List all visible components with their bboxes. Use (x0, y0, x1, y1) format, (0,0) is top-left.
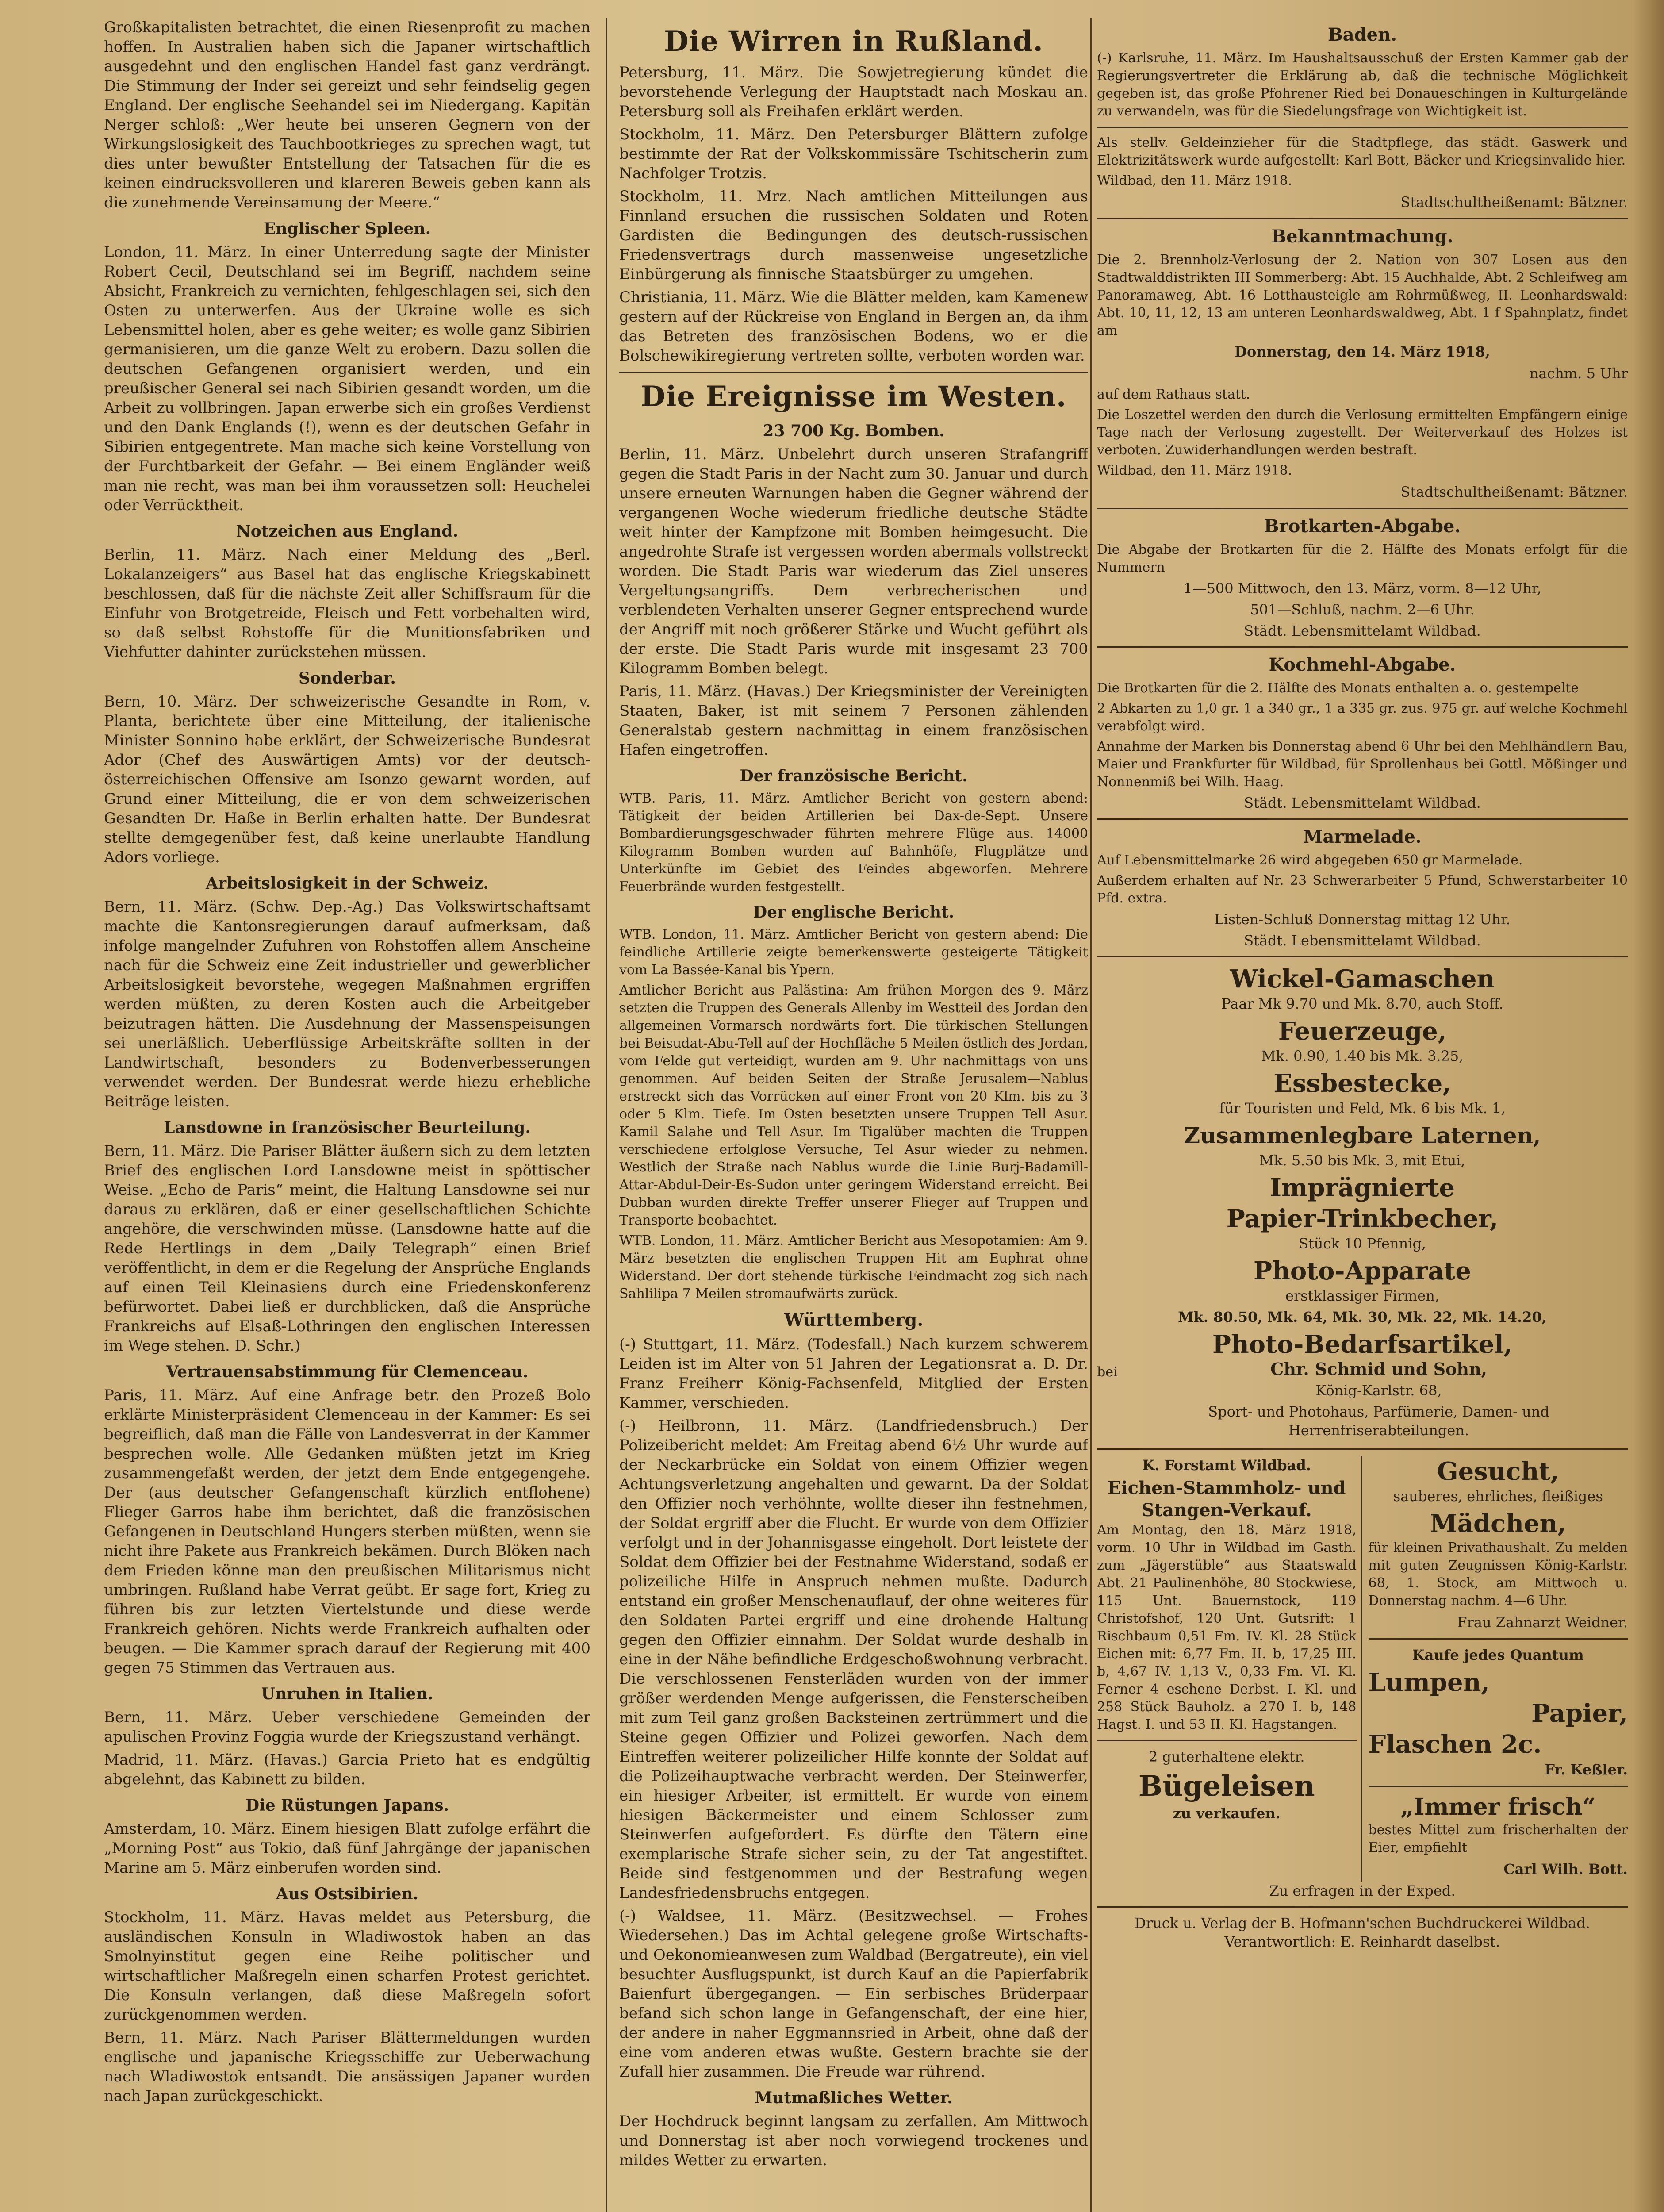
ad-photo-firms: erstklassiger Firmen, (1285, 1287, 1439, 1304)
ad-wickel: Wickel-Gamaschen (1230, 964, 1495, 994)
article-ruestungen: Amsterdam, 10. März. Einem hiesigen Blatt zufolge erfährt die „Morning Post“ aus Tokio, daß fünf Jahrgänge der japanischen Marine am 5. März einberufen worden sind. (104, 1820, 590, 1877)
ad-laternen: Zusammenlegbare Laternen, (1184, 1122, 1541, 1148)
notice-brennholz-signature: Stadtschultheißenamt: Bätzner. (1400, 484, 1628, 500)
notice-brotkarten-2: 1—500 Mittwoch, den 13. März, vorm. 8—12 Uhr, (1183, 580, 1541, 597)
article-franz-bericht: WTB. Paris, 11. März. Amtlicher Bericht von gestern abend: Tätigkeit der beiden Artillerien bei Dax-de-Sept. Unsere Bombardierungsgeschwader führten mehrere Flüge aus. 14000 Kilogramm Bomben wurden auf Bahnhöfe, Flugplätze und Unterkünfte im Gebiet des Feindes abgeworfen. Mehrere Feuerbrände wurden festgestellt. (619, 791, 1088, 895)
divider (1097, 818, 1628, 820)
divider (1097, 1906, 1628, 1908)
heading-baden: Baden. (1327, 24, 1397, 45)
article-ereignisse-2: Paris, 11. März. (Havas.) Der Kriegsminister der Vereinigten Staaten, Baker, ist mit seinem 7 Personen zählenden Generalstab gestern nachmittag in einem französischen Hafen eingetroffen. (619, 683, 1088, 759)
article-wuerttemberg-2: (-) Heilbronn, 11. März. (Landfriedensbruch.) Der Polizeibericht meldet: Am Freitag abend 6½ Uhr wurde auf der Neckarbrücke ein Soldat von einem Offizier wegen Achtungsverletzung angehalten und gewarnt. Da der Soldat den Offizier noch verhöhnte, wollte dieser ihn festnehmen, der Soldat ergriff aber die Flucht. Er wurde von dem Offizier verfolgt und in der Johannisgasse eingeholt. Dort leistete der Soldat dem Offizier bei der Festnahme Widerstand, sodaß er polizeiliche Hilfe in Anspruch nehmen mußte. Dadurch entstand ein großer Menschenauflauf, der ohne weiteres für den Soldaten Partei ergriff und eine drohende Haltung gegen den Offizier einnahm. Der Soldat wurde deshalb in eine in der Nähe befindliche Erdgeschoßwohnung verbracht. Die verschlossenen Fensterläden wurden von der immer größer werdenden Menge aufgerissen, die Fensterscheiben mit zum Teil ganz großen Backsteinen zertrümmert und die Steine gegen Offizier und Polizei geworfen. Nach dem Eintreffen weiterer polizeilicher Hilfe konnte der Soldat auf die Polizeihauptwache verbracht werden. Der Steinwerfer, ein hiesiger Arbeiter, ist ermittelt. Er wurde von einem hiesigen Bäckermeister und einem Schlosser zum Steinwerfen aufgefordert. Es dürfte den Tätern eine exemplarische Strafe sicher sein, zu der Tat angestiftet. Beide sind festgenommen und der Bestrafung wegen Landesfriedensbruchs entgegen. (619, 1417, 1088, 1902)
article-wirren-1: Petersburg, 11. März. Die Sowjetregierung kündet die bevorstehende Verlegung der Hauptstadt nach Moskau an. Petersburg soll als Freihafen erklärt werden. (619, 64, 1088, 120)
divider (1097, 1740, 1357, 1741)
ad-schmid (1097, 964, 1628, 1442)
ad-essbestecke: Essbestecke, (1273, 1069, 1451, 1098)
ad-feuerzeuge: Feuerzeuge, (1278, 1017, 1447, 1046)
article-unruhen-1: Bern, 11. März. Ueber verschiedene Gemeinden der apulischen Provinz Foggia wurde der Kriegszustand verhängt. (104, 1709, 590, 1746)
ad-essbestecke-price: für Touristen und Feld, Mk. 6 bis Mk. 1, (1219, 1100, 1506, 1117)
column-right (1097, 18, 1628, 2212)
heading-bekanntmachung: Bekanntmachung. (1271, 226, 1453, 247)
notice-kochmehl-2: 2 Abkarten zu 1,0 gr. 1 a 340 gr., 1 a 335 gr. zus. 975 gr. auf welche Kochmehl verabfolgt wird. (1097, 701, 1628, 734)
notice-brennholz-place: auf dem Rathaus statt. (1097, 387, 1250, 402)
ads-bottom (1097, 1456, 1628, 1882)
article-ostsibirien-2: Bern, 11. März. Nach Pariser Blättermeldungen wurden englische und japanische Kriegsschiffe zur Ueberwachung nach Wladiwostok entsandt. Die ansässigen Japaner wurden nach Japan zurückgeschickt. (104, 2029, 590, 2105)
ad-wickel-price: Paar Mk 9.70 und Mk. 8.70, auch Stoff. (1221, 995, 1503, 1012)
ad-firm-address: König-Karlstr. 68, (1315, 1382, 1442, 1399)
article-wirren-3: Stockholm, 11. Mrz. Nach amtlichen Mitteilungen aus Finnland ersuchen die russischen Soldaten und Roten Gardisten die Bedingungen des deutsch-russischen Friedensvertrags durch massenweise ungesetzliche Einbürgerung als finnische Staatsbürger zu umgehen. (619, 188, 1088, 283)
heading-brotkarten: Brotkarten-Abgabe. (1264, 516, 1461, 537)
ad-buegel-sale: zu verkaufen. (1173, 1805, 1281, 1822)
ad-immer-frisch-text: bestes Mittel zum frischerhalten der Eier, empfiehlt (1368, 1822, 1628, 1855)
article-wetter: Der Hochdruck beginnt langsam zu zerfallen. Am Mittwoch und Donnerstag ist aber noch vorwiegend trockenes und mildes Wetter zu erwarten. (619, 2112, 1088, 2169)
notice-brennholz-rules: Die Loszettel werden den durch die Verlosung ermittelten Empfängern einige Tage nach der Verlosung zugestellt. Der Weiterverkauf des Holzes ist verboten. Zuwiderhandlungen werden bestraft. (1097, 407, 1628, 458)
ad-trinkbecher: Papier-Trinkbecher, (1226, 1204, 1499, 1233)
divider (1097, 956, 1628, 957)
article-sonderbar: Bern, 10. März. Der schweizerische Gesandte in Rom, v. Planta, berichtete über eine Mitteilung, der italienische Minister Sonnino habe erklärt, der Schweizerische Bundesrat Ador (Chef des Auswärtigen Amts) vor der deutsch-österreichischen Offensive am Isonzo gewarnt worden, auf Grund einer Mitteilung, die er von dem schweizerischen Gesandten Dr. Haße in Berlin erhalten hatte. Der Bundesrat stellte demgegenüber fest, daß keine unerlaubte Handlung Adors vorliege. (104, 693, 590, 866)
heading-marmelade: Marmelade. (1303, 826, 1422, 847)
article-lansdowne: Bern, 11. März. Die Pariser Blätter äußern sich zu dem letzten Brief des englischen Lord Lansdowne meist in spöttischer Weise. „Echo de Paris“ meint, die Haltung Lansdowne sei nur daraus zu erklären, daß er einer gesellschaftlichen Schichte angehöre, die verschwinden müsse. (Lansdowne hatte auf die Rede Hertlings in dem „Daily Telegraph“ einen Brief veröffentlicht, in dem er die Regelung der Ansprüche Englands auf einen Teil Kleinasiens durch eine Friedenskonferenz befürwortet. Dabei ließ er durchblicken, daß die Ansprüche Frankreichs auf Elsaß-Lothringen den englischen Interessen im Wege stehen. D. Schr.) (104, 1142, 590, 1355)
column-rule-2 (1090, 18, 1092, 2212)
notice-brennholz: Die 2. Brennholz-Verlosung der 2. Nation von 307 Losen aus den Stadtwalddistrikten III Sommerberg: Abt. 15 Auchhalde, Abt. 2 Schleifweg am Panoramaweg, Abt. 16 Lotthausteigle am Rohrmüßweg, II. Leonhardswald: Abt. 10, 11, 12, 13 am unteren Leonhardswaldweg, Abt. 1 f Spahnplatz, findet am (1097, 252, 1628, 338)
ad-trinkbecher-price: Stück 10 Pfennig, (1298, 1235, 1426, 1252)
heading-spleen: Englischer Spleen. (263, 219, 431, 238)
ad-buegel-ask: Zu erfragen in der Exped. (1269, 1882, 1456, 1899)
notice-marmelade-1: Auf Lebensmittelmarke 26 wird abgegeben 650 gr Marmelade. (1097, 853, 1523, 868)
ad-immer-frisch-signature: Carl Wilh. Bott. (1503, 1861, 1628, 1878)
heading-wuerttemberg: Württemberg. (784, 1310, 924, 1330)
ad-impraegnierte: Imprägnierte (1269, 1173, 1455, 1202)
ad-flaschen: Flaschen 2c. (1368, 1730, 1542, 1759)
divider (1369, 1638, 1628, 1640)
column-left (104, 18, 590, 2212)
ad-forstamt (1097, 1456, 1362, 1882)
divider (1097, 218, 1628, 219)
notice-date: Wildbad, den 11. März 1918. (1097, 173, 1292, 188)
notice-brotkarten-1: Die Abgabe der Brotkarten für die 2. Hälfte des Monats erfolgt für die Nummern (1097, 542, 1628, 575)
heading-kochmehl: Kochmehl-Abgabe. (1269, 654, 1456, 675)
ad-firm-departments: Sport- und Photohaus, Parfümerie, Damen- und Herrenfriserabteilungen. (1208, 1403, 1549, 1439)
divider (1097, 508, 1628, 509)
article-notzeichen: Berlin, 11. März. Nach einer Meldung des „Berl. Lokalanzeigers“ aus Basel hat das englische Kriegskabinett beschlossen, daß für die nächste Zeit aller Schiffsraum für die Einfuhr von Brotgetreide, Fleisch und Fett vorbehalten wird, so daß selbst Rohstoffe für die Munitionsfabriken und Viehfutter dahinter zurückstehen müssen. (104, 546, 590, 661)
heading-unruhen: Unruhen in Italien. (261, 1685, 433, 1703)
notice-kochmehl-1: Die Brotkarten für die 2. Hälfte des Monats enthalten a. o. gestempelte (1097, 680, 1579, 696)
divider (1097, 1448, 1628, 1450)
divider (1097, 646, 1628, 648)
heading-franz-bericht: Der französische Bericht. (740, 767, 968, 785)
imprint-footer: Druck u. Verlag der B. Hofmann'schen Buchdruckerei Wildbad. Verantwortlich: E. Reinhardt daselbst. (1135, 1915, 1590, 1950)
article-wirren-4: Christiania, 11. März. Wie die Blätter melden, kam Kamenew gestern auf der Rückreise von England in Bergen an, da ihm das Betreten des französischen Bodens, wo er die Bolschewikiregierung vertreten sollte, verboten worden war. (619, 288, 1088, 365)
heading-wetter: Mutmaßliches Wetter. (755, 2089, 953, 2107)
ad-gesucht-text: für kleinen Privathaushalt. Zu melden mit guten Zeugnissen König-Karlstr. 68, 1. Stock, am Mittwoch u. Donnerstag nachm. 4—6 Uhr. (1368, 1540, 1628, 1609)
ad-gesucht-signature: Frau Zahnarzt Weidner. (1457, 1614, 1628, 1631)
ad-photo-prices: Mk. 80.50, Mk. 64, Mk. 30, Mk. 22, Mk. 14.20, (1178, 1309, 1547, 1325)
ad-photo-apparate: Photo-Apparate (1254, 1256, 1471, 1286)
heading-sonderbar: Sonderbar. (299, 669, 396, 687)
heading-ostsibirien: Aus Ostsibirien. (276, 1885, 419, 1903)
article-ereignisse-1: Berlin, 11. März. Unbelehrt durch unseren Strafangriff gegen die Stadt Paris in der Nacht zum 30. Januar und durch unsere erneuten Warnungen haben die Gegner während der vergangenen Woche wiederum friedliche deutsche Städte weit hinter der Kampfzone mit Bomben heimgesucht. Die angedrohte Strafe ist vergessen worden abermals vollstreckt worden. Die Stadt Paris war wiederum das Ziel unseres Vergeltungsangriffs. Dem verbrecherischen und verblendeten Verhalten unserer Gegner entsprechend wurde der Angriff mit noch größerer Stärke und Wucht geführt als der erste. Die Stadt Paris wurde mit insgesamt 23 700 Kilogramm Bomben belegt. (619, 445, 1088, 677)
notice-brennholz-date: Donnerstag, den 14. März 1918, (1235, 343, 1490, 360)
article-engl-bericht-2: Amtlicher Bericht aus Palästina: Am frühen Morgen des 9. März setzten die Truppen des Generals Allenby im Westteil des Jordan den allgemeinen Vormarsch nordwärts fort. Die türkischen Stellungen bei Beisudat-Abu-Tell auf der Hochfläche 5 Meilen östlich des Jordan, vom Felde gut verteidigt, wurden am 9. Uhr nachmittags von uns genommen. Auf beiden Seiten der Straße Jerusalem—Nablus erstreckt sich das Vorrücken auf einer Front von 20 Klm. bis zu 3 oder 5 Klm. Tiefe. Im Osten besetzten unsere Truppen Tell Asur. Kamil Salahe und Tell Asur. Im Tigalüber machten die Truppen verschiedene erfolglose Versuche, Tel Asur wieder zu nehmen. Westlich der Straße nach Nablus wurde die Linie Burj-Badamill-Attar-Abdul-Deir-Es-Sudon unter geringem Widerstand erreicht. Bei Dubban wurden direkte Treffer unserer Flieger auf Truppen und Transporte beobachtet. (619, 983, 1088, 1228)
ad-feuerzeuge-price: Mk. 0.90, 1.40 bis Mk. 3.25, (1261, 1048, 1464, 1064)
heading-engl-bericht: Der englische Bericht. (753, 903, 955, 922)
ad-lumpen: Lumpen, (1368, 1668, 1490, 1697)
notice-brennholz-date2: Wildbad, den 11. März 1918. (1097, 463, 1292, 478)
ad-papier: Papier, (1531, 1699, 1628, 1728)
ad-kaufe-signature: Fr. Keßler. (1545, 1761, 1628, 1778)
notice-marmelade-2: Außerdem erhalten auf Nr. 23 Schwerarbeiter 5 Pfund, Schwerstarbeiter 10 Pfd. extra. (1097, 873, 1628, 906)
page-edge-shadow (1633, 0, 1664, 2212)
ad-gesucht-desc: sauberes, ehrliches, fleißiges (1393, 1488, 1603, 1505)
notice-brennholz-time: nachm. 5 Uhr (1529, 365, 1628, 382)
article-unruhen-2: Madrid, 11. März. (Havas.) Garcia Prieto hat es endgültig abgelehnt, das Kabinett zu bilden. (104, 1751, 590, 1788)
ad-bei: bei (1097, 1364, 1118, 1380)
article-baden: (-) Karlsruhe, 11. März. Im Haushaltsausschuß der Ersten Kammer gab der Regierungsvertreter die Erklärung ab, daß die technische Möglichkeit gegeben ist, das große Pfohrener Ried bei Donaueschingen in Kulturgelände zu verwandeln, was für die Siedelungsfrage von Wichtigkeit ist. (1097, 50, 1628, 119)
heading-arbeitslosigkeit: Arbeitslosigkeit in der Schweiz. (206, 874, 489, 893)
article-wirren-2: Stockholm, 11. März. Den Petersburger Blättern zufolge bestimmte der Rat der Volkskommissäre Tschitscherin zum Nachfolger Trotzis. (619, 126, 1088, 182)
article-intro: Großkapitalisten betrachtet, die einen Riesenprofit zu machen hoffen. In Australien haben sich die Japaner wirtschaftlich ausgedehnt und den englischen Handel fast ganz verdrängt. Die Stimmung der Inder sei gereizt und sehr feindselig gegen England. Der englische Seehandel sei im Niedergang. Kapitän Nerger schloß: „Wer heute bei unseren Gegnern von der Wirkungslosigkeit des Tauchbootkrieges zu sprechen wagt, tut dies unter bewußter Entstellung der Tatsachen für die es keinen eindrucksvolleren und klareren Beweis geben kann als die zunehmende Vereinsamung der Meere.“ (104, 19, 590, 211)
heading-bomben: 23 700 Kg. Bomben. (763, 422, 945, 440)
notice-kochmehl-signature: Städt. Lebensmittelamt Wildbad. (1244, 795, 1481, 811)
notice-kochmehl-3: Annahme der Marken bis Donnerstag abend 6 Uhr bei den Mehlhändlern Bau, Maier und Frankfurter für Wildbad, für Sprollenhaus bei Gottl. Mößinger und Nonnenmiß bei Wilh. Haag. (1097, 739, 1628, 790)
divider (1369, 1786, 1628, 1787)
notice-geldeinzieher: Als stellv. Geldeinzieher für die Stadtpflege, das städt. Gaswerk und Elektrizitätswerk wurde aufgestellt: Karl Bott, Bäcker und Kriegsinvalide hier. (1097, 135, 1628, 168)
divider (619, 372, 1088, 373)
ad-forstamt-title: Eichen-Stammholz- und Stangen-Verkauf. (1107, 1478, 1346, 1521)
heading-wirren: Die Wirren in Rußland. (664, 25, 1043, 58)
ad-forstamt-text: Am Montag, den 18. März 1918, vorm. 10 Uhr in Wildbad im Gasth. zum „Jägerstüble“ aus Staatswald Abt. 21 Paulinenhöhe, 80 Stockwiese, 115 Unt. Bauernstock, 119 Christofshof, 120 Unt. Gutsrift: 1 Rischbaum 0,51 Fm. IV. Kl. 28 Stück Eichen mit: 6,77 Fm. II. b, 17,25 III. b, 4,67 IV. 1,13 V., 0,33 Fm. VI. Kl. Ferner 4 eschene Derbst. I. Kl. und 258 Stück Bauholz. a 270 I. b, 148 Hagst. I. und 53 II. Kl. Hagstangen. (1097, 1522, 1357, 1732)
ad-immer-frisch: „Immer frisch“ (1400, 1793, 1596, 1820)
article-wuerttemberg-1: (-) Stuttgart, 11. März. (Todesfall.) Nach kurzem schwerem Leiden ist im Alter von 51 Jahren der Legationsrat a. D. Dr. Franz Freiherr König-Fachsenfeld, Mitglied der Ersten Kammer, verschieden. (619, 1336, 1088, 1412)
notice-marmelade-signature: Städt. Lebensmittelamt Wildbad. (1244, 932, 1481, 949)
heading-ruestungen: Die Rüstungen Japans. (245, 1796, 449, 1815)
ad-gesucht: Gesucht, (1437, 1457, 1559, 1486)
heading-ereignisse: Die Ereignisse im Westen. (640, 380, 1067, 413)
article-spleen: London, 11. März. In einer Unterredung sagte der Minister Robert Cecil, Deutschland sei im Begriff, nachdem seine Absicht, Frankreich zu vernichten, fehlgeschlagen sei, sich den Osten zu unterwerfen. Aus der Ukraine wolle es sich Lebensmittel holen, aber es gehe weiter; es wolle ganz Sibirien germanisieren, um die ganze Welt zu erobern. Dazu sollen die deutschen Gefangenen organisiert werden, und ein preußischer General sei nach Sibirien gesandt worden, um die Arbeit zu vollbringen. Japan erwerbe sich ein großes Verdienst und den Dank Englands (!), wenn es der deutschen Gefahr in Sibirien entgegentrete. Man mache sich keine Vorstellung von der Furchtbarkeit der Gefahr. — Bei einem Engländer weiß man nie recht, was man bei ihm voraussetzen soll: Heuchelei oder Verrücktheit. (104, 243, 590, 514)
article-engl-bericht-1: WTB. London, 11. März. Amtlicher Bericht von gestern abend: Die feindliche Artillerie zeigte bemerkenswerte gesteigerte Tätigkeit vom La Bassée-Kanal bis Ypern. (619, 927, 1088, 978)
article-ostsibirien-1: Stockholm, 11. März. Havas meldet aus Petersburg, die ausländischen Konsuln in Wladiwostok haben an das Smolnyinstitut gegen eine Reihe politischer und wirtschaftlicher Maßregeln einen scharfen Protest gerichtet. Die Konsuln verlangen, daß diese Maßregeln sofort zurückgenommen werden. (104, 1909, 590, 2024)
notice-signature: Stadtschultheißenamt: Bätzner. (1400, 194, 1628, 211)
ad-firm-name: Chr. Schmid und Sohn, (1270, 1359, 1487, 1379)
ad-forstamt-heading: K. Forstamt Wildbad. (1142, 1457, 1311, 1474)
ad-photo-bedarf: Photo-Bedarfsartikel, (1212, 1330, 1513, 1359)
ad-buegel-intro: 2 guterhaltene elektr. (1149, 1748, 1305, 1765)
ad-right-stack (1369, 1456, 1628, 1882)
ad-firm-row (1097, 1360, 1628, 1442)
article-vertrauen: Paris, 11. März. Auf eine Anfrage betr. den Prozeß Bolo erklärte Ministerpräsident Clemenceau in der Kammer: Es sei begreiflich, daß man die Fälle von Landesverrat in der Kammer besprechen wolle. Alle Gedanken müßten jetzt im Krieg zusammengefaßt werden, der jetzt dem Ende entgegengehe. Der (aus deutscher Gefangenschaft kürzlich entflohene) Flieger Garros habe ihm berichtet, daß die französischen Gefangenen in Deutschland Hungers sterben müßten, wenn sie nicht ihre Pakete aus Frankreich bekämen. Durch Blöken nach dem Frieden könne man den preußischen Militarismus nicht umbringen. Rußland habe Verrat geübt. Er sage fort, Krieg zu führen bis zur letzten Viertelstunde und diese werde Frankreich gehören. Nichts werde Frankreich aufhalten oder beugen. — Die Kammer sprach darauf der Regierung mit 400 gegen 75 Stimmen das Vertrauen aus. (104, 1386, 590, 1677)
column-middle (619, 18, 1088, 2212)
heading-notzeichen: Notzeichen aus England. (236, 522, 459, 541)
ad-maedchen: Mädchen, (1430, 1509, 1566, 1538)
column-rule-1 (606, 18, 607, 2212)
ad-laternen-price: Mk. 5.50 bis Mk. 3, mit Etui, (1259, 1152, 1465, 1169)
ad-kaufe-heading: Kaufe jedes Quantum (1412, 1647, 1584, 1663)
article-arbeitslosigkeit: Bern, 11. März. (Schw. Dep.-Ag.) Das Volkswirtschaftsamt machte die Kantonsregierungen darauf aufmerksam, daß infolge mangelnder Zufuhren von Rohstoffen allem Anscheine nach für die Schweiz eine Zeit industrieller und gewerblicher Arbeitslosigkeit bevorstehe, wegegen Maßnahmen ergriffen werden müßten, zu deren Kosten auch die Arbeitgeber beizutragen hätten. Die Ausdehnung der Massenspeisungen sei unerläßlich. Ueberflüssige Arbeitskräfte sollten in der Landwirtschaft, besonders zu Bodenverbesserungen verwendet werden. Der Bundesrat werde hiezu erhebliche Beiträge leisten. (104, 898, 590, 1110)
article-engl-bericht-3: WTB. London, 11. März. Amtlicher Bericht aus Mesopotamien: Am 9. März besetzten die englischen Truppen Hit am Euphrat ohne Widerstand. Der dort stehende türkische Feindmacht zog sich nach Sahlilipa 7 Meilen stromaufwärts zurück. (619, 1233, 1088, 1302)
notice-brotkarten-signature: Städt. Lebensmittelamt Wildbad. (1244, 622, 1481, 639)
heading-vertrauen: Vertrauensabstimmung für Clemenceau. (166, 1363, 529, 1381)
article-wuerttemberg-3: (-) Waldsee, 11. März. (Besitzwechsel. — Frohes Wiedersehen.) Das im Achtal gelegene große Wirtschafts- und Oekonomieanwesen zum Waldbad (Bergatreute), ein viel besuchter Ausflugspunkt, ist durch Kauf an die Papierfabrik Baienfurt übergegangen. — Ein serbisches Brüderpaar befand sich schon lange in Gefangenschaft, der eine hier, der andere in naher Eggmannsried in Arbeit, ohne daß der eine vom anderen etwas wußte. Gestern brachte sie der Zufall hier zusammen. Die Freude war rührend. (619, 1907, 1088, 2081)
notice-brotkarten-3: 501—Schluß, nachm. 2—6 Uhr. (1250, 601, 1475, 618)
heading-lansdowne: Lansdowne in französischer Beurteilung. (164, 1118, 531, 1137)
divider (1097, 127, 1628, 128)
notice-marmelade-3: Listen-Schluß Donnerstag mittag 12 Uhr. (1214, 911, 1511, 928)
ad-buegeleisen: Bügeleisen (1138, 1770, 1315, 1803)
